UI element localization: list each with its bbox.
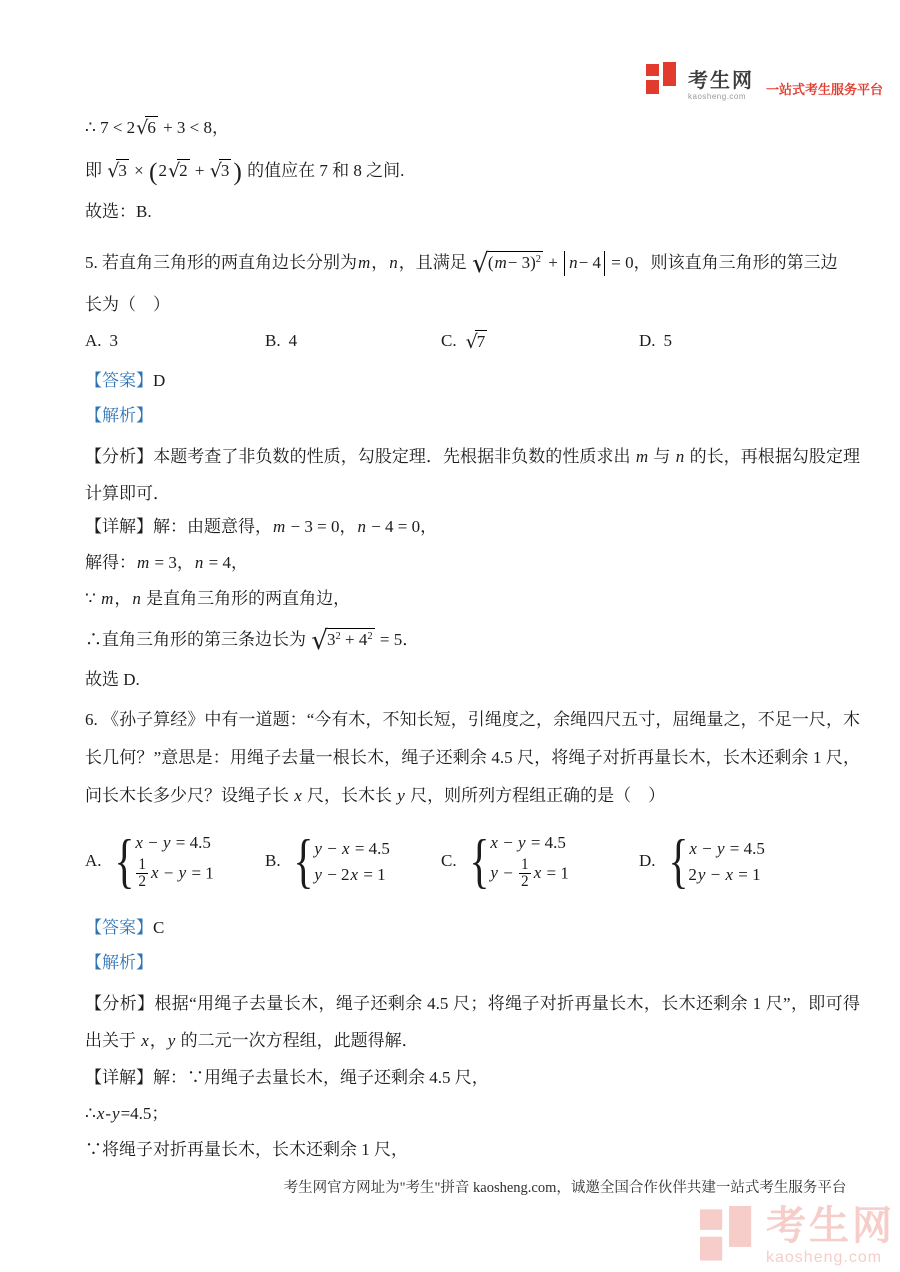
kaosheng-logo-icon [646,62,680,101]
q5-option-a: A. 3 [85,331,119,351]
q5-answer-line [85,368,860,394]
q6-detail-line1: 【详解】解：∵用绳子去量长木，绳子还剩余 4.5 尺， [85,1068,489,1088]
kaosheng-watermark-icon [700,1206,758,1269]
left-brace: { [113,828,135,895]
q5-option-b: B. 4 [265,331,298,351]
left-brace: { [292,828,314,895]
kaosheng-logo [646,62,883,101]
q5-detail-line4: ∴直角三角形的第三条边长为 √ $3^2 + 4^2 = 5$． [85,618,860,659]
question-5-options [85,330,860,352]
q5-conclusion: 故选 D. [85,670,140,690]
q6-option-a: A. { x − y = 4.5 $\frac{1}{2}$ x − y = 1 [85,828,214,895]
solution4-conclusion: 故选：B. [85,202,152,221]
sqrt-radical: √ 7 [466,330,488,352]
answer-label: 【答案】 [85,918,153,938]
sqrt-radical: √ 3 [107,153,129,188]
q5-analysis: 【分析】本题考查了非负数的性质，勾股定理．先根据非负数的性质求出 m 与 n 的长，再根据勾股定理计算即可． [85,447,861,504]
sqrt-radical: √ 3 [210,153,232,188]
q5-option-c: C. √ 7 [441,330,639,352]
answer-value: D [153,371,166,391]
answer-label: 【答案】 [85,371,153,391]
right-paren: ) [233,157,242,186]
q6-analysis: 【分析】根据“用绳子去量长木，绳子还剩余 4.5 尺；将绳子对折再量长木，长木还剩余 1 尺”，即可得出关于 x，y 的二元一次方程组，此题得解． [85,994,860,1051]
brand-tagline: 一站式考生服务平台 [766,82,884,97]
left-paren: ( [148,157,158,186]
solution4-line2: 即 √ 3 × (2 √ 2 + √ 3 ) 的值应在 7 和 8 之间. [85,153,860,189]
q5-option-d: D. 5 [639,331,673,351]
fraction: $\frac{1}{2}$ [521,855,529,890]
watermark-domain: kaosheng.com [766,1249,883,1266]
sqrt-radical: √ $3^2 + 4^2$ [311,618,374,659]
question-6-options [85,819,860,903]
absolute-value: n− 4 [564,251,605,276]
brand-name: 考生网 [688,70,754,92]
q6-option-b: B. { y − x = 4.5 y − 2x = 1 [265,828,390,895]
q6-answer-line [85,915,860,941]
sqrt-radical: √ 2 [168,153,190,188]
left-brace: { [468,828,490,895]
q6-option-d: D. { x − y = 4.5 2y − x = 1 [639,828,765,895]
answer-value: C [153,918,165,938]
q5-detail-line3: ∵ m，n 是直角三角形的两直角边， [85,589,351,609]
q6-analysis-title: 【解析】 [85,953,153,973]
q5-detail-line1: 【详解】解：由题意得，m − 3 = 0，n − 4 = 0， [85,517,438,537]
solution4-line1: ∴ 7 < 2 √ 6 + 3 < 8， [85,110,860,145]
q6-detail-line3: ∵将绳子对折再量长木，长木还剩余 1 尺， [85,1140,408,1160]
page-footer: 考生网官方网址为"考生"拼音 kaosheng.com，诚邀全国合作伙伴共建一站式考生服务平台 [283,1180,847,1196]
q5-detail-line2: 解得：m = 3，n = 4， [85,553,248,573]
sqrt-radical: √ $(m- 3)^2$ [472,239,543,284]
q6-detail-line2: ∴x-y=4.5； [85,1104,169,1124]
q6-option-c: C. { x − y = 4.5 y − $\frac{1}{2}$ x = 1 [441,828,569,895]
q5-analysis-title: 【解析】 [85,406,153,426]
question-6-stem: 6. 《孙子算经》中有一道题：“今有木，不知长短，引绳度之，余绳四尺五寸，屈绳量之，不足一尺，木长几何？”意思是：用绳子去量一根长木，绳子还剩余 4.5 尺，将绳子对折再量长木，长木还剩余 1 尺，问长木长多少尺？设绳子长 x 尺，长木长 y 尺，则所列方程组正确的是（ ） [85,710,860,806]
kaosheng-watermark [700,1206,895,1269]
fraction: $\frac{1}{2}$ [138,855,146,890]
sqrt-radical: √ 6 [136,110,158,145]
brand-domain: kaosheng.com [688,92,747,101]
question-5-stem: 5. 若直角三角形的两直角边长分别为m，n，且满足 √ $(m- 3)^2 + n- 4 = 0$，则该直角三角形的第三边 长为（ ） [85,239,860,326]
left-brace: { [667,828,689,895]
watermark-brand: 考生网 [766,1204,895,1248]
